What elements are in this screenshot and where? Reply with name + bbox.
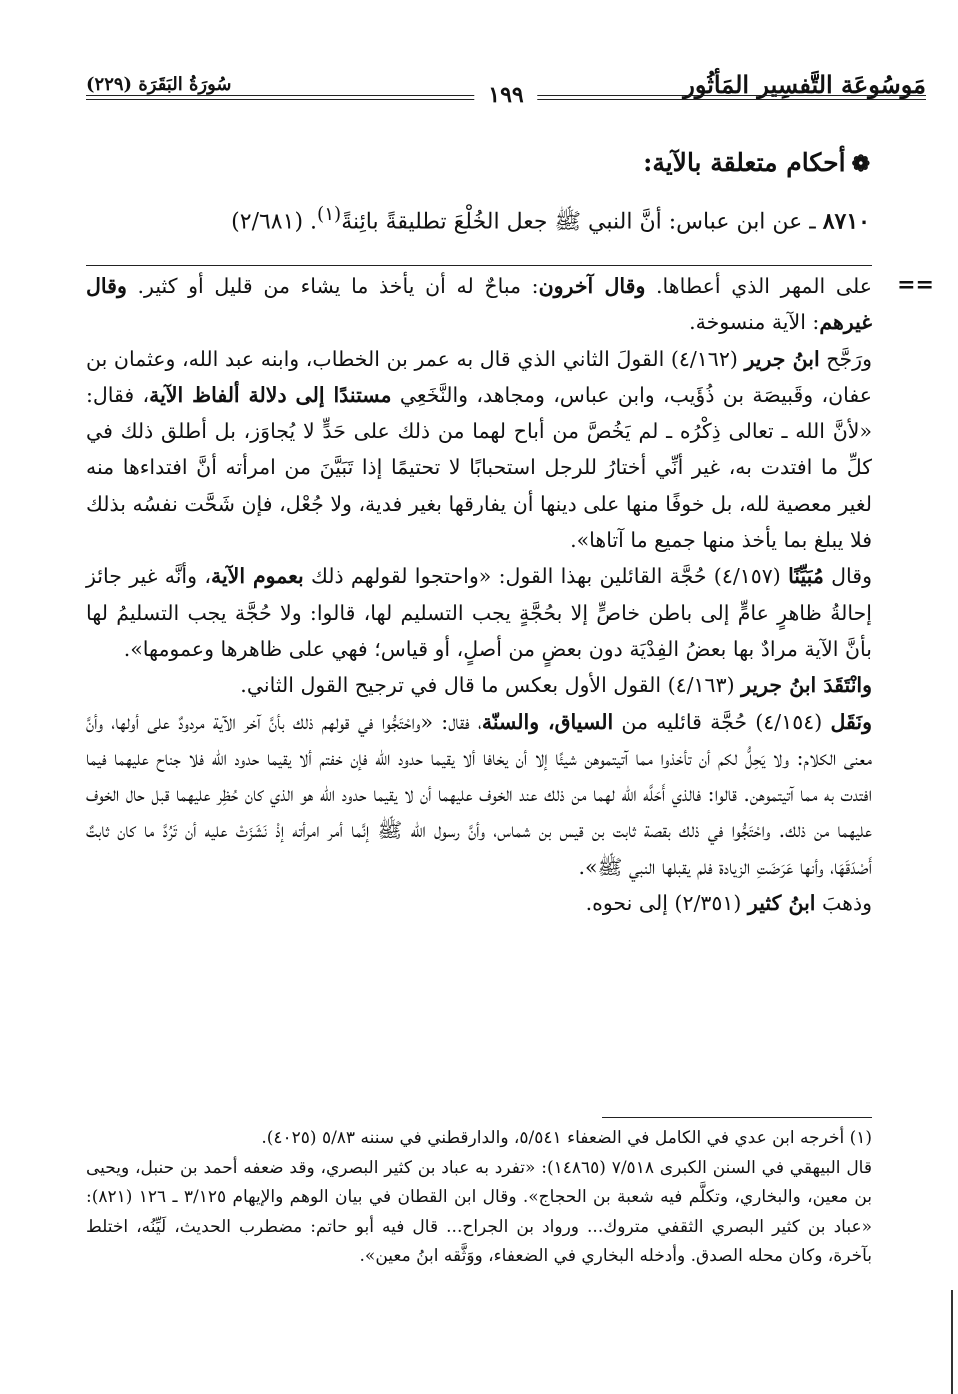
text-divider (86, 265, 872, 266)
hadith-source-ref: . (٢/٦٨١) (231, 209, 318, 235)
text-run: ، وأنَّه غير جائز إحالةُ ظاهرٍ عامٍّ إلى باطن خاصٍّ إلا بحُجَّةٍ يجب التسليم لها، قالوا: ولا حُجَّة يجب التسليمُ لها بأنَّ الآية مرادٌ بها بعضُ الفِدْيَة دون بعضٍ من أصلٍ، أو قياس؛ فهي على ظاهرها وعمومها». (86, 564, 872, 661)
bold-run: بعموم الآية (210, 564, 304, 589)
book-title: مَوسُوعَة التَّفسِير المَأثُور (683, 70, 926, 99)
page-header (86, 66, 926, 106)
hadith-number: ٨٧١٠ (822, 208, 870, 235)
text-run: : الآية منسوخة. (689, 310, 820, 335)
hadith-entry (86, 200, 870, 240)
text-run: (٤/١٥٧) حُجَّة القائلين بهذا القول: «واحتجوا لقولهم ذلك (303, 564, 789, 589)
text-run: وذهبَ (815, 891, 872, 916)
paragraph (86, 704, 872, 885)
hadith-text: ـ عن ابن عباس: أنَّ النبي ﷺ جعل الخُلْعَ تطليقةً بائِنةً (341, 209, 823, 235)
text-run: ، فقال: «واحْتَجُّوا في قولهم ذلك بأنَّ آخر الآية مردودٌ على أولها، وأنَّ معنى الكلام: ولا يَحِلُّ لكم أن تأخذوا مما آتيتموهن شيئًا إلا أن يخافا ألا يقيما حدود الله فإن خفتم ألا يقيما حدود الله فلا جناح عليهما فيما افتدت به مما آتيتموهن. قالوا: فالذي أَحَلَّه الله لهما من ذلك عند الخوف عليهما أن لا يقيما حدود الله هو الذي كان حُظِر عليهما قبل حال الخوف عليهما من ذلك. واحْتَجُّوا في ذلك بقصة ثابت بن قيس بن شماس، وأنَّ رسول الله ﷺ إنَّما أمر امرأته إذْ نَشَزَتْ عليه أن تَرُدَّ ما كان ثابتٌ أَصْدَقَهَا، وأنها عَرَضَتِ الزيادة فلم يقبلها النبي ﷺ». (86, 709, 872, 879)
section-title (643, 148, 870, 177)
text-run: (٤/١٦٢) القولَ الثاني الذي قال به عمر بن الخطاب، وابنه عبد الله، وعثمان بن عفان، وقَبيصَة بن ذُؤَيب، وابن عباس، ومجاهد، والنَّخَعِي (86, 346, 872, 407)
bold-run: وانْتَقَدَ ابنُ جرير (741, 673, 872, 698)
surah-label: سُورَةُ البَقَرَة (٢٢٩) (86, 74, 232, 95)
text-run: ، فقال: «لأنَّ الله ـ تعالى ذِكْرُه ـ لم يَخُصَّ من أباح لهما من ذلك على حَدٍّ لا يُجاوَز، بل أطلق ذلك في كلِّ ما افتدت به، غير أنِّي أختارُ للرجل استحبابًا لا تحتيمًا إذا تَبَيَّنَ من امرأته أنَّ افتداءها منه لغير معصية لله، بل خوفًا منها على دينها أن يفارقها بغير فدية، ولا جُعْل، فإن شَحَّت نفسُه بذلك فلا يبلغ بما يأخذ منها جميع ما آتاها». (86, 382, 872, 553)
bold-run: ابنُ كثير (747, 891, 816, 916)
footnote-continuation: قال البيهقي في السنن الكبرى ٧/٥١٨ (١٤٨٦٥): «تفرد به عباد بن كثير البصري، وقد ضعفه أحمد بن حنبل، ويحيى بن معين، والبخاري، وتكلَّم فيه شعبة بن الحجاج». وقال ابن القطان في بيان الوهم والإيهام ٣/١٢٥ ـ ١٢٦ (٨٢١): «عباد بن كثير البصري الثقفي متروك... ورواد بن الجراح... قال فيه أبو حاتم: مضطرب الحديث، لَيِّنُه، اختلط بآخرة، وكان محله الصدق. وأدخله البخاري في الضعفاء، ووَثَّقه ابنُ معين». (86, 1157, 872, 1266)
paragraph (86, 667, 872, 703)
paragraph (86, 885, 872, 921)
bold-run: السياق، والسنّة (481, 709, 614, 734)
text-run: : مباحٌ له أن يأخذ ما يشاء من قليل أو كثير. (126, 274, 539, 298)
commentary-body (86, 268, 872, 921)
bold-run: مُبَيِّنًا (788, 564, 824, 589)
text-run: وقال (823, 564, 872, 589)
bold-run: وقال آخرون (538, 274, 646, 298)
text-run: (٢/٣٥١) إلى نحوه. (585, 891, 748, 916)
bold-run: ابنُ جرير (744, 346, 820, 371)
bold-run: ونَقَل (830, 709, 872, 734)
paragraph (86, 268, 872, 341)
text-run: على المهر الذي أعطاها. (645, 274, 872, 298)
text-run: (٤/١٦٣) القول الأول بعكس ما قال في ترجيح القول الثاني. (240, 673, 742, 698)
paragraph (86, 558, 872, 667)
page-number: ١٩٩ (474, 82, 537, 108)
footnotes (86, 1124, 872, 1272)
continuation-mark: == (897, 272, 934, 298)
flower-ornament-icon: ❁ (851, 151, 870, 177)
footnote-ref[interactable]: (١) (317, 204, 342, 225)
paragraph (86, 341, 872, 559)
section-title-text: أحكام متعلقة بالآية: (643, 148, 846, 177)
page-edge-line (951, 1290, 953, 1394)
footnote-rule (602, 1117, 872, 1118)
bold-run: وقال غيرهم (86, 274, 872, 335)
text-run: (٤/١٥٤) حُجَّة قائليه من (613, 709, 831, 734)
text-run: ورَجَّح (819, 346, 872, 371)
footnote: (١) أخرجه ابن عدي في الكامل في الضعفاء ٥/٥٤١، والدارقطني في سننه ٥/٨٣ (٤٠٢٥). (261, 1128, 872, 1148)
bold-run: مستندًا إلى دلالة ألفاظ الآية (149, 382, 392, 407)
